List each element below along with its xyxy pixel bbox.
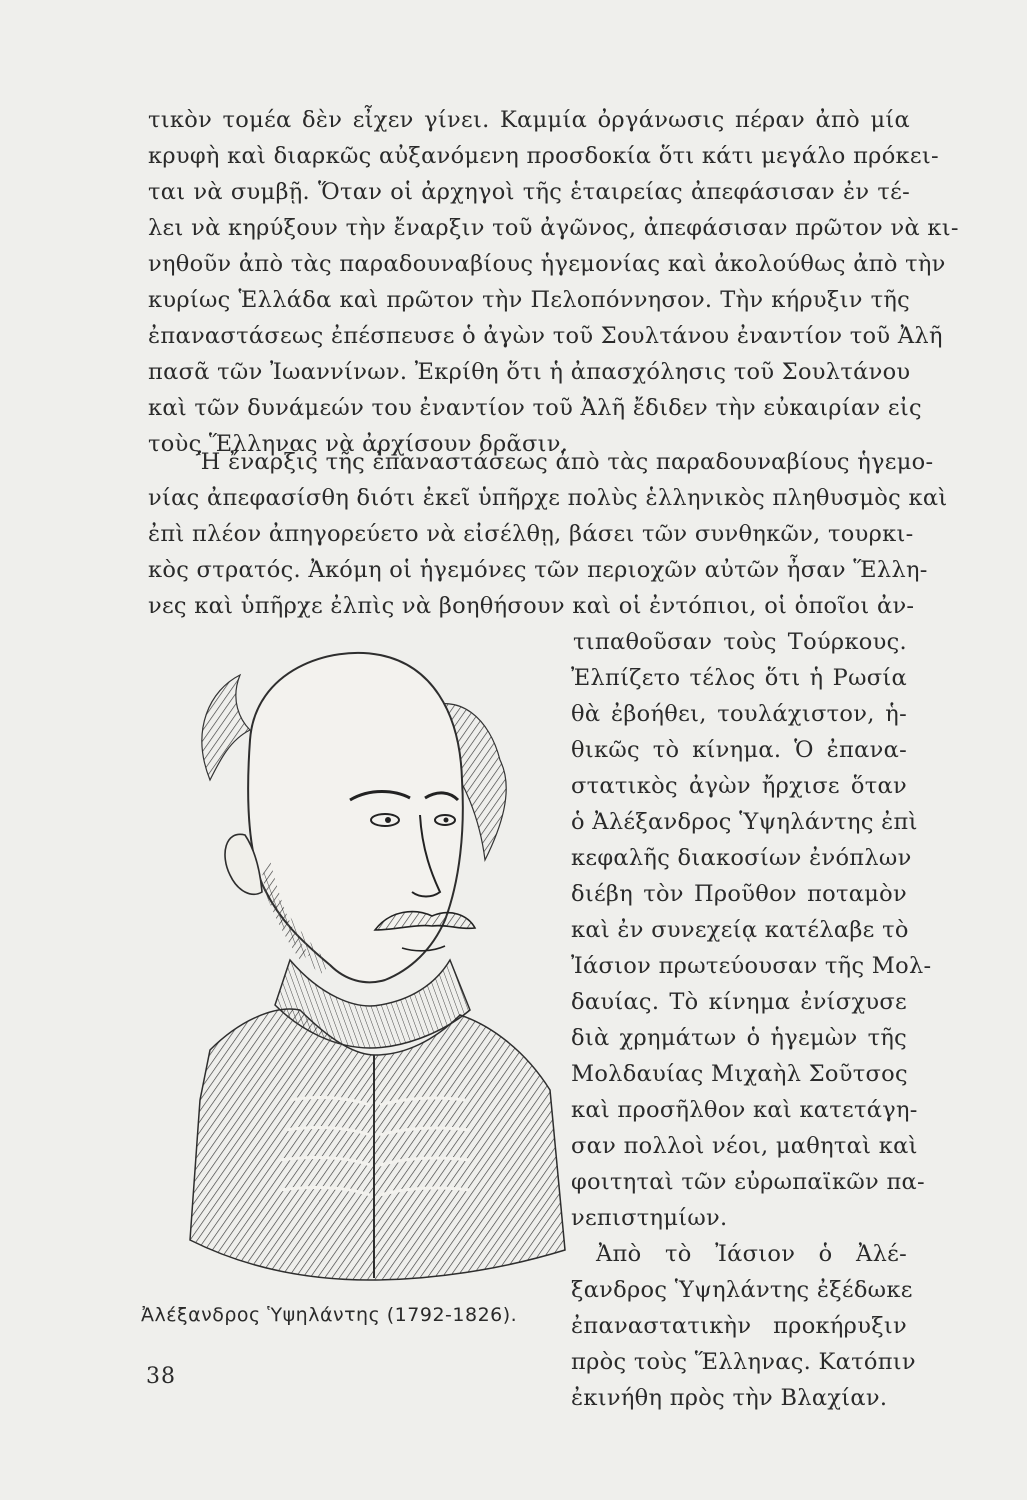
portrait-caption: Ἀλέξανδρος Ὑψηλάντης (1792-1826). [141,1304,518,1326]
text-line: ξανδρος Ὑψηλάντης ἐξέδωκε [571,1277,913,1303]
text-line: φοιτηταὶ τῶν εὐρωπαϊκῶν πα- [571,1169,925,1195]
text-line: κεφαλῆς διακοσίων ἐνόπλων [571,845,912,871]
text-line: ὁ Ἀλέξανδρος Ὑψηλάντης ἐπὶ [571,809,918,835]
text-line: λει νὰ κηρύξουν τὴν ἔναρξιν τοῦ ἀγῶνος, ἀπεφάσισαν πρῶτον νὰ κι- [148,215,959,241]
text-line: τιπαθοῦσαν τοὺς Τούρκους. [573,629,907,655]
text-line: νηθοῦν ἀπὸ τὰς παραδουναβίους ἡγεμονίας καὶ ἀκολούθως ἀπὸ τὴν [148,251,946,277]
text-line: ἐπαναστάσεως ἐπέσπευσε ὁ ἀγὼν τοῦ Σουλτάνου ἐναντίον τοῦ Ἀλῆ [148,323,943,349]
text-line: διέβη τὸν Προῦθον ποταμὸν [571,881,907,907]
text-line: θικῶς τὸ κίνημα. Ὁ ἐπανα- [571,737,907,763]
text-line: στατικὸς ἀγὼν ἤρχισε ὅταν [571,773,907,799]
text-line: νες καὶ ὑπῆρχε ἐλπὶς νὰ βοηθήσουν καὶ οἱ ἐντόπιοι, οἱ ὁποῖοι ἀν- [148,593,915,619]
text-line: πασᾶ τῶν Ἰωαννίνων. Ἐκρίθη ὅτι ἡ ἀπασχόλησις τοῦ Σουλτάνου [148,359,911,385]
text-line: ται νὰ συμβῇ. Ὅταν οἱ ἀρχηγοὶ τῆς ἑταιρείας ἀπεφάσισαν ἐν τέ- [148,179,910,205]
text-line: κρυφὴ καὶ διαρκῶς αὐξανόμενη προσδοκία ὅτι κάτι μεγάλο πρόκει- [148,143,939,169]
text-line: νεπιστημίων. [571,1205,728,1231]
text-line: τικὸν τομέα δὲν εἶχεν γίνει. Καμμία ὀργάνωσις πέραν ἀπὸ μία [148,107,910,133]
text-line: Ἡ ἔναρξις τῆς ἐπαναστάσεως ἀπὸ τὰς παραδουναβίους ἡγεμο- [198,449,934,475]
text-line: Ἰάσιον πρωτεύουσαν τῆς Μολ- [571,953,932,979]
portrait-illustration [170,630,575,1298]
text-line: κὸς στρατός. Ἀκόμη οἱ ἡγεμόνες τῶν περιοχῶν αὐτῶν ἦσαν Ἕλλη- [148,557,928,583]
text-line: ἐπὶ πλέον ἀπηγορεύετο νὰ εἰσέλθῃ, βάσει τῶν συνθηκῶν, τουρκι- [148,521,914,547]
text-line: ἐκινήθη πρὸς τὴν Βλαχίαν. [571,1385,888,1411]
text-line: Ἀπὸ τὸ Ἰάσιον ὁ Ἀλέ- [596,1241,907,1267]
text-line: Μολδαυίας Μιχαὴλ Σοῦτσος [571,1061,908,1087]
page-number: 38 [146,1364,176,1389]
text-line: σαν πολλοὶ νέοι, μαθηταὶ καὶ [571,1133,918,1159]
text-line: θὰ ἐβοήθει, τουλάχιστον, ἡ- [571,701,907,727]
text-line: πρὸς τοὺς Ἕλληνας. Κατόπιν [571,1349,916,1375]
text-line: καὶ ἐν συνεχείᾳ κατέλαβε τὸ [571,917,909,943]
text-line: διὰ χρημάτων ὁ ἡγεμὼν τῆς [571,1025,907,1051]
text-line: καὶ προσῆλθον καὶ κατετάγη- [571,1097,918,1123]
text-line: τοὺς Ἕλληνας νὰ ἀρχίσουν δρᾶσιν. [148,431,569,457]
text-line: κυρίως Ἑλλάδα καὶ πρῶτον τὴν Πελοπόννησον. Τὴν κήρυξιν τῆς [148,287,910,313]
text-line: νίας ἀπεφασίσθη διότι ἐκεῖ ὑπῆρχε πολὺς ἑλληνικὸς πληθυσμὸς καὶ [148,485,948,511]
text-line: Ἐλπίζετο τέλος ὅτι ἡ Ρωσία [571,665,907,691]
text-line: ἐπαναστατικὴν προκήρυξιν [571,1313,907,1339]
text-line: δαυίας. Τὸ κίνημα ἐνίσχυσε [571,989,907,1015]
text-line: καὶ τῶν δυνάμεών του ἐναντίον τοῦ Ἀλῆ ἔδιδεν τὴν εὐκαιρίαν εἰς [148,395,922,421]
